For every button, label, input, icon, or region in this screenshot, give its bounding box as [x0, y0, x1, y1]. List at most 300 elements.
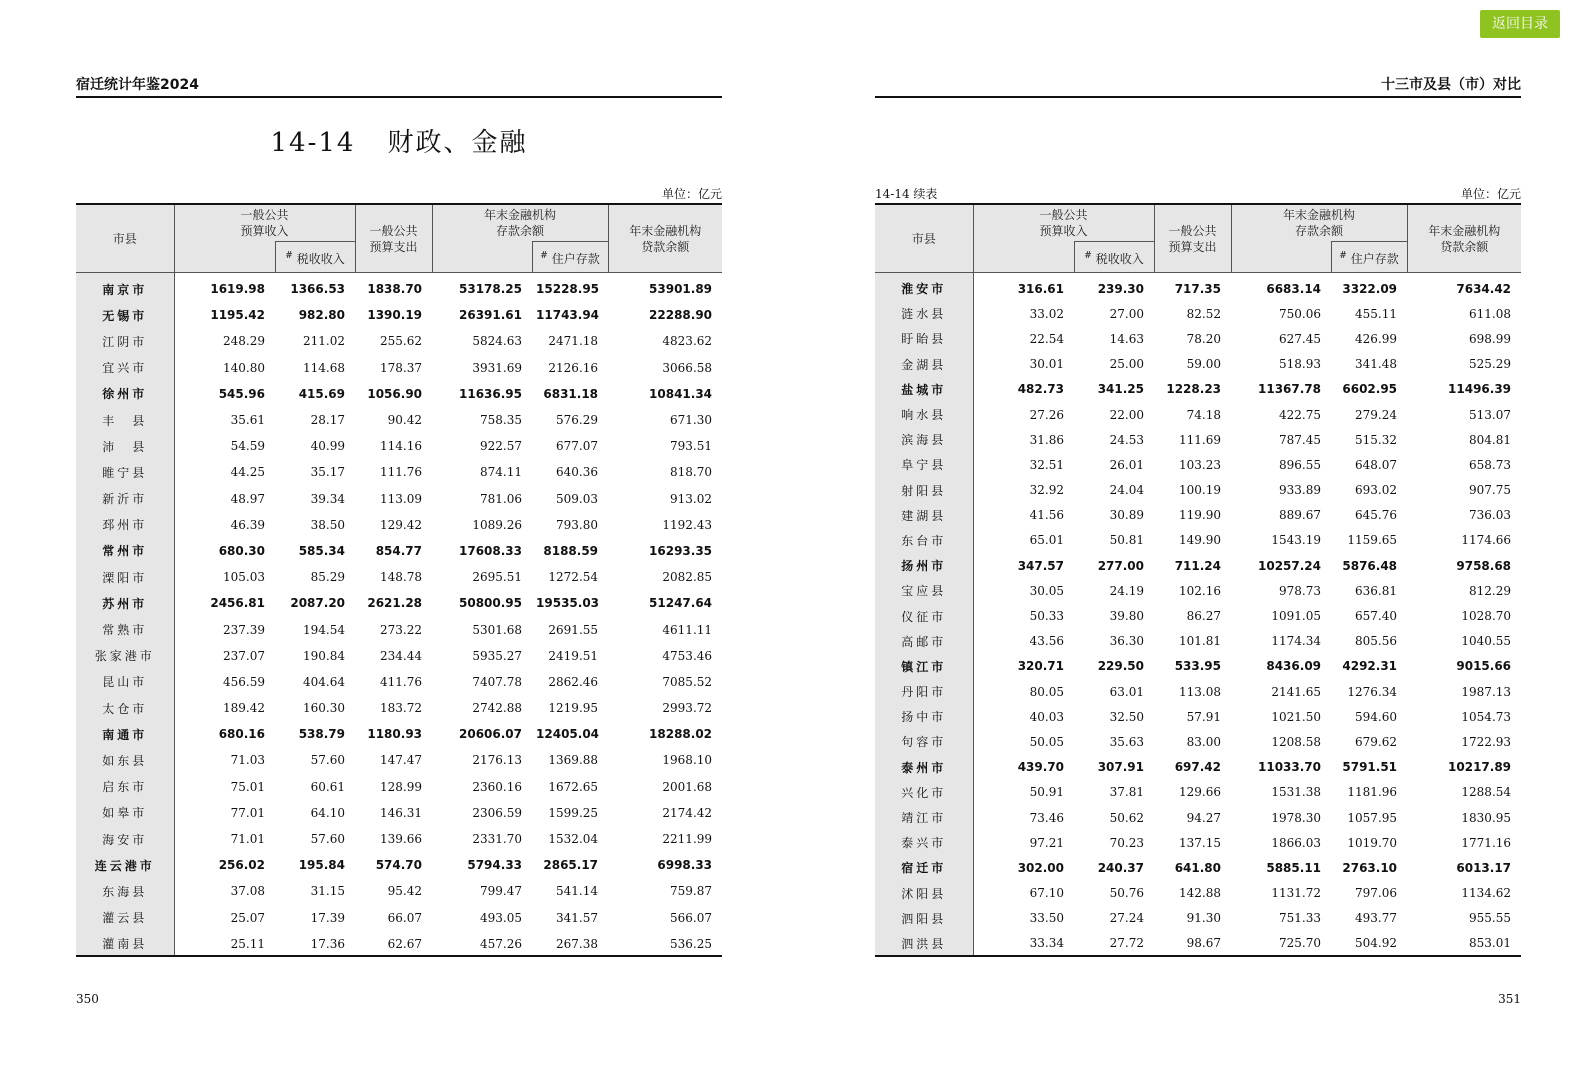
table-row [875, 881, 1521, 906]
table-cell: 94.27 [1186, 810, 1222, 825]
table-cell: 51247.64 [649, 596, 713, 611]
table-cell: 1599.25 [548, 805, 599, 820]
table-cell: 57.60 [310, 832, 346, 847]
table-row [76, 643, 722, 669]
table-row [875, 931, 1521, 956]
table-cell: 2331.70 [472, 832, 523, 847]
table-cell: 781.06 [480, 491, 523, 506]
table-row [875, 755, 1521, 780]
table-cell: 9015.66 [1456, 659, 1512, 674]
table-row [875, 679, 1521, 704]
table-cell: 37.81 [1109, 785, 1145, 800]
table-cell: 50.33 [1029, 609, 1064, 624]
table-cell: 14.63 [1109, 331, 1145, 346]
table-row [875, 629, 1521, 654]
table-cell: 105.03 [223, 570, 265, 585]
row-region-name: 泗洪县 [875, 931, 973, 956]
table-row [76, 774, 722, 800]
header-region: 市县 [76, 204, 174, 273]
table-cell: 1619.98 [210, 282, 265, 297]
table-row [76, 407, 722, 433]
table-cell: 80.05 [1029, 684, 1064, 699]
table-row [875, 654, 1521, 679]
row-region-name: 扬中市 [875, 704, 973, 729]
header-household: # 住户存款 [1331, 242, 1407, 273]
table-bottom-rule-right [875, 955, 1521, 957]
table-cell: 307.91 [1097, 760, 1145, 775]
table-cell: 27.72 [1109, 936, 1145, 951]
row-region-name: 泰兴市 [875, 830, 973, 855]
table-cell: 2419.51 [548, 648, 599, 663]
table-cell: 455.11 [1355, 306, 1398, 321]
table-cell: 525.29 [1469, 357, 1512, 372]
table-cell: 3066.58 [662, 360, 713, 375]
table-cell: 128.99 [380, 779, 423, 794]
continued-label: 14-14 续表 [875, 187, 938, 201]
row-region-name: 盱眙县 [875, 326, 973, 351]
row-region-name: 靖江市 [875, 805, 973, 830]
table-cell: 4753.46 [662, 648, 713, 663]
table-cell: 657.40 [1355, 609, 1398, 624]
row-region-name: 灌南县 [76, 931, 174, 957]
table-row [875, 855, 1521, 880]
table-row [875, 906, 1521, 931]
table-number: 14-14 [270, 128, 356, 158]
table-cell: 62.67 [387, 936, 423, 951]
table-row [875, 273, 1521, 302]
table-row [76, 800, 722, 826]
table-row [76, 695, 722, 721]
table-cell: 978.73 [1279, 583, 1322, 598]
row-region-name: 南京市 [76, 273, 174, 303]
table-row [76, 273, 722, 303]
table-cell: 1028.70 [1461, 609, 1512, 624]
row-region-name: 东台市 [875, 528, 973, 553]
left-page [76, 0, 722, 1077]
table-cell: 22.54 [1029, 331, 1064, 346]
table-cell: 50.91 [1029, 785, 1064, 800]
row-region-name: 沛 县 [76, 433, 174, 459]
table-cell: 3322.09 [1342, 281, 1398, 296]
table-cell: 4823.62 [662, 334, 713, 349]
table-cell: 25.07 [230, 910, 265, 925]
table-cell: 229.50 [1097, 659, 1145, 674]
table-cell: 25.11 [230, 936, 265, 951]
table-cell: 113.08 [1179, 684, 1222, 699]
table-cell: 5885.11 [1266, 860, 1322, 875]
table-cell: 679.62 [1355, 734, 1398, 749]
table-cell: 7085.52 [662, 674, 713, 689]
table-cell: 100.19 [1179, 483, 1222, 498]
table-cell: 1180.93 [367, 727, 423, 742]
unit-label: 单位：亿元 [661, 187, 722, 201]
table-cell: 183.72 [380, 701, 423, 716]
table-cell: 54.59 [230, 439, 265, 454]
table-cell: 2695.51 [472, 570, 523, 585]
table-cell: 195.84 [298, 858, 346, 873]
table-cell: 854.77 [375, 543, 423, 558]
table-cell: 5791.51 [1342, 760, 1398, 775]
table-cell: 38.50 [310, 517, 346, 532]
table-cell: 1091.05 [1271, 609, 1322, 624]
table-cell: 509.03 [556, 491, 599, 506]
table-cell: 2691.55 [548, 622, 599, 637]
table-cell: 86.27 [1186, 609, 1222, 624]
row-region-name: 兴化市 [875, 780, 973, 805]
table-cell: 44.25 [230, 465, 265, 480]
table-cell: 793.80 [556, 517, 599, 532]
table-cell: 1771.16 [1461, 835, 1512, 850]
table-cell: 41.56 [1029, 508, 1064, 523]
table-cell: 237.07 [223, 648, 265, 663]
table-row [76, 590, 722, 616]
table-cell: 2742.88 [472, 701, 523, 716]
table-cell: 46.39 [230, 517, 265, 532]
table-cell: 119.90 [1179, 508, 1222, 523]
table-cell: 10257.24 [1258, 558, 1322, 573]
table-cell: 11743.94 [536, 308, 600, 323]
table-cell: 439.70 [1017, 760, 1064, 775]
table-row [76, 878, 722, 904]
table-cell: 680.30 [218, 543, 265, 558]
table-cell: 50.05 [1029, 734, 1064, 749]
table-cell: 211.02 [303, 334, 346, 349]
row-region-name: 仪征市 [875, 603, 973, 628]
header-household: # 住户存款 [532, 242, 608, 273]
table-cell: 1838.70 [367, 282, 423, 297]
table-row [76, 826, 722, 852]
table-cell: 955.55 [1469, 911, 1512, 926]
table-row [76, 538, 722, 564]
table-cell: 149.90 [1179, 533, 1222, 548]
table-cell: 1174.66 [1461, 533, 1512, 548]
table-cell: 33.34 [1029, 936, 1064, 951]
table-cell: 1978.30 [1271, 810, 1322, 825]
table-cell: 11367.78 [1258, 382, 1322, 397]
table-cell: 178.37 [380, 360, 423, 375]
row-region-name: 泰州市 [875, 755, 973, 780]
table-cell: 234.44 [380, 648, 423, 663]
table-cell: 518.93 [1279, 357, 1322, 372]
table-row [76, 433, 722, 459]
row-region-name: 张家港市 [76, 643, 174, 669]
row-region-name: 盐城市 [875, 377, 973, 402]
table-cell: 142.88 [1179, 886, 1222, 901]
table-cell: 933.89 [1279, 483, 1322, 498]
table-cell: 787.45 [1279, 432, 1322, 447]
table-cell: 1057.95 [1347, 810, 1398, 825]
table-cell: 853.01 [1469, 936, 1512, 951]
table-cell: 1369.88 [548, 753, 599, 768]
row-region-name: 徐州市 [76, 381, 174, 407]
table-cell: 64.10 [310, 805, 346, 820]
table-row [76, 459, 722, 485]
table-cell: 456.59 [223, 674, 265, 689]
table-cell: 114.16 [380, 439, 423, 454]
table-cell: 693.02 [1355, 483, 1398, 498]
table-cell: 39.34 [310, 491, 346, 506]
table-cell: 91.30 [1186, 911, 1222, 926]
table-cell: 240.37 [1097, 860, 1145, 875]
table-cell: 426.99 [1355, 331, 1398, 346]
table-cell: 40.03 [1029, 709, 1064, 724]
table-cell: 17608.33 [459, 543, 523, 558]
table-cell: 1208.58 [1271, 734, 1322, 749]
table-row [875, 830, 1521, 855]
table-cell: 17.39 [310, 910, 346, 925]
table-cell: 237.39 [223, 622, 265, 637]
table-cell: 2141.65 [1271, 684, 1322, 699]
table-cell: 750.06 [1279, 306, 1322, 321]
table-cell: 611.08 [1469, 306, 1512, 321]
table-cell: 804.81 [1469, 432, 1512, 447]
table-cell: 3931.69 [472, 360, 523, 375]
table-cell: 818.70 [670, 465, 713, 480]
table-cell: 538.79 [298, 727, 346, 742]
table-cell: 4611.11 [662, 622, 713, 637]
table-cell: 53901.89 [649, 282, 713, 297]
table-row [875, 528, 1521, 553]
table-row [875, 704, 1521, 729]
table-cell: 33.02 [1029, 306, 1064, 321]
row-region-name: 建湖县 [875, 503, 973, 528]
table-cell: 2456.81 [210, 596, 265, 611]
header-deposits: 年末金融机构 存款余额 [1231, 204, 1407, 242]
table-cell: 982.80 [298, 308, 346, 323]
table-row [76, 512, 722, 538]
table-cell: 1366.53 [290, 282, 346, 297]
table-cell: 2360.16 [472, 779, 523, 794]
table-row [875, 301, 1521, 326]
table-cell: 248.29 [223, 334, 265, 349]
table-row [875, 729, 1521, 754]
table-cell: 147.47 [380, 753, 423, 768]
table-cell: 18288.02 [649, 727, 713, 742]
table-cell: 63.01 [1109, 684, 1145, 699]
table-row [76, 486, 722, 512]
table-cell: 71.01 [230, 832, 265, 847]
row-region-name: 涟水县 [875, 301, 973, 326]
table-cell: 1192.43 [662, 517, 713, 532]
table-cell: 11033.70 [1258, 760, 1322, 775]
table-cell: 24.19 [1109, 583, 1145, 598]
table-cell: 759.87 [670, 884, 713, 899]
row-region-name: 海安市 [76, 826, 174, 852]
header-revenue: 一般公共 预算收入 [174, 204, 355, 242]
table-cell: 5876.48 [1342, 558, 1398, 573]
table-cell: 627.45 [1279, 331, 1322, 346]
table-cell: 6602.95 [1342, 382, 1398, 397]
table-cell: 139.66 [380, 832, 423, 847]
table-cell: 545.96 [218, 386, 265, 401]
row-region-name: 丹阳市 [875, 679, 973, 704]
table-cell: 27.24 [1109, 911, 1145, 926]
table-cell: 1134.62 [1461, 886, 1512, 901]
table-cell: 1174.34 [1271, 634, 1322, 649]
table-cell: 27.00 [1109, 306, 1145, 321]
table-cell: 6013.17 [1456, 860, 1512, 875]
table-cell: 576.29 [556, 413, 599, 428]
table-cell: 797.06 [1355, 886, 1398, 901]
table-row [76, 355, 722, 381]
table-cell: 1866.03 [1271, 835, 1322, 850]
table-cell: 65.01 [1029, 533, 1064, 548]
header-loans: 年末金融机构 贷款余额 [608, 204, 722, 273]
table-row [76, 616, 722, 642]
row-region-name: 邳州市 [76, 512, 174, 538]
table-cell: 889.67 [1279, 508, 1322, 523]
table-cell: 50.81 [1109, 533, 1145, 548]
table-cell: 85.29 [310, 570, 346, 585]
table-title-text: 财政、金融 [387, 128, 528, 158]
table-cell: 101.81 [1179, 634, 1222, 649]
table-cell: 78.20 [1186, 331, 1222, 346]
table-cell: 751.33 [1279, 911, 1322, 926]
table-cell: 103.23 [1179, 457, 1222, 472]
table-cell: 2306.59 [472, 805, 523, 820]
table-cell: 2176.13 [472, 753, 523, 768]
row-region-name: 南通市 [76, 721, 174, 747]
table-cell: 1830.95 [1461, 810, 1512, 825]
row-region-name: 灌云县 [76, 905, 174, 931]
table-cell: 541.14 [556, 884, 599, 899]
table-cell: 5935.27 [472, 648, 523, 663]
header-expenditure: 一般公共 预算支出 [355, 204, 432, 273]
table-cell: 341.57 [556, 910, 599, 925]
table-cell: 111.76 [380, 465, 423, 480]
table-cell: 316.61 [1017, 281, 1064, 296]
row-region-name: 苏州市 [76, 590, 174, 616]
table-cell: 574.70 [375, 858, 423, 873]
table-cell: 2621.28 [367, 596, 423, 611]
table-cell: 2211.99 [662, 832, 713, 847]
table-cell: 302.00 [1017, 860, 1064, 875]
row-region-name: 沭阳县 [875, 881, 973, 906]
table-cell: 19535.03 [536, 596, 600, 611]
table-cell: 1019.70 [1347, 835, 1398, 850]
page-number-right: 351 [1498, 992, 1521, 1006]
table-cell: 11496.39 [1448, 382, 1512, 397]
table-cell: 35.61 [230, 413, 265, 428]
table-cell: 636.81 [1355, 583, 1398, 598]
row-region-name: 高邮市 [875, 629, 973, 654]
table-cell: 347.57 [1017, 558, 1064, 573]
table-cell: 83.00 [1186, 734, 1222, 749]
table-cell: 341.25 [1097, 382, 1145, 397]
table-cell: 71.03 [230, 753, 265, 768]
table-cell: 6831.18 [543, 386, 599, 401]
table-cell: 1089.26 [472, 517, 523, 532]
table-cell: 641.80 [1174, 860, 1222, 875]
table-row [875, 402, 1521, 427]
row-region-name: 常州市 [76, 538, 174, 564]
table-cell: 907.75 [1469, 483, 1512, 498]
table-cell: 457.26 [480, 936, 523, 951]
table-cell: 645.76 [1355, 508, 1398, 523]
table-cell: 12405.04 [536, 727, 600, 742]
table-cell: 113.09 [380, 491, 423, 506]
table-cell: 39.80 [1109, 609, 1145, 624]
table-cell: 404.64 [303, 674, 346, 689]
table-cell: 913.02 [670, 491, 713, 506]
table-cell: 2082.85 [662, 570, 713, 585]
row-region-name: 昆山市 [76, 669, 174, 695]
row-region-name: 如皋市 [76, 800, 174, 826]
table-cell: 10217.89 [1448, 760, 1512, 775]
return-to-contents-button[interactable]: 返回目录 [1480, 10, 1560, 38]
table-cell: 805.56 [1355, 634, 1398, 649]
table-cell: 5301.68 [472, 622, 523, 637]
table-cell: 102.16 [1179, 583, 1222, 598]
row-region-name: 如东县 [76, 747, 174, 773]
table-cell: 1131.72 [1271, 886, 1322, 901]
table-cell: 677.07 [556, 439, 599, 454]
row-region-name: 溧阳市 [76, 564, 174, 590]
table-cell: 1040.55 [1461, 634, 1512, 649]
table-cell: 1159.65 [1347, 533, 1398, 548]
table-cell: 698.99 [1469, 331, 1512, 346]
row-region-name: 宜兴市 [76, 355, 174, 381]
table-cell: 16293.35 [649, 543, 713, 558]
table-cell: 5824.63 [472, 334, 523, 349]
row-region-name: 扬州市 [875, 553, 973, 578]
row-region-name: 东海县 [76, 878, 174, 904]
table-cell: 194.54 [303, 622, 346, 637]
table-cell: 1532.04 [548, 832, 599, 847]
table-cell: 22288.90 [649, 308, 713, 323]
finance-table-right [875, 203, 1521, 956]
header-expenditure: 一般公共 预算支出 [1154, 204, 1231, 273]
table-cell: 50.76 [1109, 886, 1145, 901]
table-cell: 680.16 [218, 727, 265, 742]
table-cell: 4292.31 [1342, 659, 1398, 674]
row-region-name: 阜宁县 [875, 452, 973, 477]
table-cell: 1021.50 [1271, 709, 1322, 724]
table-row [875, 452, 1521, 477]
table-cell: 95.42 [387, 884, 423, 899]
table-cell: 1276.34 [1347, 684, 1398, 699]
unit-label: 单位：亿元 [1460, 187, 1521, 201]
table-cell: 671.30 [670, 413, 713, 428]
table-cell: 73.46 [1029, 810, 1064, 825]
table-row [76, 852, 722, 878]
table-cell: 75.01 [230, 779, 265, 794]
table-cell: 35.63 [1109, 734, 1145, 749]
running-head-left: 宿迁统计年鉴2024 [76, 74, 722, 98]
table-cell: 189.42 [223, 701, 265, 716]
table-cell: 74.18 [1186, 407, 1222, 422]
table-cell: 60.61 [310, 779, 346, 794]
table-cell: 273.22 [380, 622, 423, 637]
table-row [875, 805, 1521, 830]
table-cell: 33.50 [1029, 911, 1064, 926]
table-cell: 1228.23 [1166, 382, 1222, 397]
table-cell: 1390.19 [367, 308, 423, 323]
table-cell: 22.00 [1109, 407, 1145, 422]
table-cell: 922.57 [480, 439, 523, 454]
row-region-name: 句容市 [875, 729, 973, 754]
table-cell: 2865.17 [543, 858, 599, 873]
table-cell: 2087.20 [290, 596, 346, 611]
table-cell: 758.35 [480, 413, 523, 428]
table-cell: 482.73 [1017, 382, 1064, 397]
table-cell: 53178.25 [459, 282, 523, 297]
table-cell: 493.77 [1355, 911, 1398, 926]
table-row [76, 564, 722, 590]
table-cell: 32.51 [1029, 457, 1064, 472]
table-cell: 50.62 [1109, 810, 1145, 825]
table-cell: 77.01 [230, 805, 265, 820]
